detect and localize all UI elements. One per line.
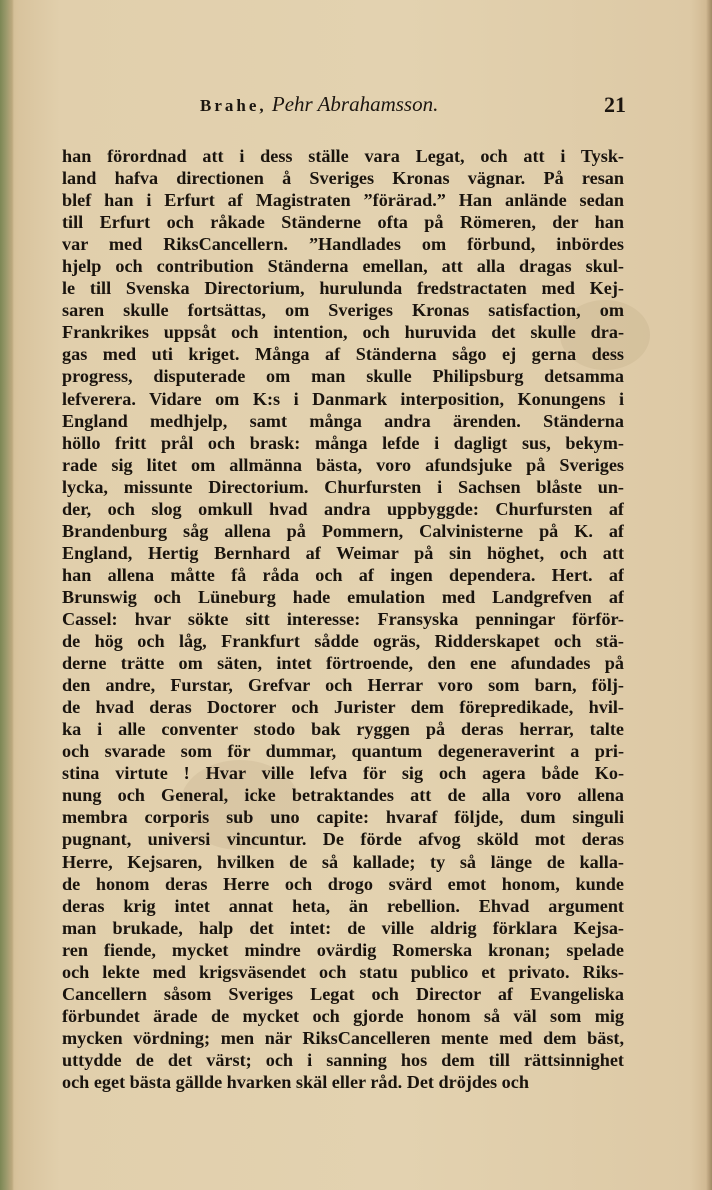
text-line: man brukade, halp det intet: de ville aldrig förklara Kejsa-	[62, 917, 624, 938]
text-line: han förordnad att i dess ställe vara Legat, och att i Tysk-	[62, 146, 624, 166]
text-line: till Erfurt och råkade Ständerne ofta på Römeren, der han	[62, 212, 624, 233]
page-header	[200, 92, 632, 122]
text-line: var med RiksCancellern. ”Handlades om förbund, inbördes	[62, 234, 624, 255]
text-line: den andre, Furstar, Grefvar och Herrar voro som barn, följ-	[62, 675, 624, 696]
text-line: och lekte med krigsväsendet och statu publico et privato. Riks-	[62, 961, 624, 982]
text-line: lefverera. Vidare om K:s i Danmark interposition, Konungens i	[62, 388, 624, 409]
text-line: blef han i Erfurt af Magistraten ”förärad.” Han anlände sedan	[62, 190, 624, 211]
text-line: deras krig intet annat heta, än rebellion. Ehvad argument	[62, 895, 624, 916]
text-line: stina virtute ! Hvar ville lefva för sig och agera både Ko-	[62, 763, 624, 784]
text-line: pugnant, universi vincuntur. De förde afvog sköld mot deras	[62, 829, 624, 850]
text-line: England medhjelp, samt många andra ärenden. Ständerna	[62, 410, 624, 431]
text-line: Cassel: hvar sökte sitt interesse: Fransyska penningar förför-	[62, 608, 624, 629]
text-line: Brunswig och Lüneburg hade emulation med Landgrefven af	[62, 586, 624, 607]
text-line: Cancellern såsom Sveriges Legat och Director af Evangeliska	[62, 983, 624, 1004]
running-head	[200, 92, 438, 117]
text-line: progress, disputerade om man skulle Philipsburg detsamma	[62, 366, 624, 387]
page-number: 21	[604, 92, 626, 117]
text-line: de hög och låg, Frankfurt sådde ogräs, Ridderskapet och stä-	[62, 631, 624, 652]
text-line: der, och slog omkull hvad andra uppbyggde: Churfursten af	[62, 498, 624, 519]
text-line: uttydde de det värst; och i sanning hos dem till rättsinnighet	[62, 1049, 624, 1070]
text-line: hjelp och contribution Ständerna emellan, att alla dragas skul-	[62, 256, 624, 277]
text-line: Herre, Kejsaren, hvilken de så kallade; ty så länge de kalla-	[62, 851, 624, 872]
text-line: le till Svenska Directorium, hurulunda fredstractaten med Kej-	[62, 278, 624, 299]
book-spine-edge	[0, 0, 14, 1190]
text-line: de hvad deras Doctorer och Jurister dem förepredikade, hvil-	[62, 697, 624, 718]
text-line: och svarade som för dummar, quantum degeneraverint a pri-	[62, 741, 624, 762]
text-line: förbundet ärade de mycket och gjorde honom så väl som mig	[62, 1005, 624, 1026]
text-line: membra corporis sub uno capite: hvaraf följde, dum singuli	[62, 807, 624, 828]
text-line: han allena måtte få råda och af ingen dependera. Hert. af	[62, 564, 624, 585]
text-line: Brandenburg såg allena på Pommern, Calvinisterne på K. af	[62, 520, 624, 541]
text-line: mycken vördning; men när RiksCancelleren mente med dem bäst,	[62, 1027, 624, 1048]
text-line: gas med uti kriget. Många af Ständerna sågo ej gerna dess	[62, 344, 624, 365]
page-edge-shadow	[706, 0, 712, 1190]
running-head-name: Pehr Abrahamsson.	[271, 92, 439, 116]
text-line: rade sig litet om allmänna bästa, voro afundsjuke på Sveriges	[62, 454, 624, 475]
text-line: Frankrikes uppsåt och intention, och huruvida det skulle dra-	[62, 322, 624, 343]
text-line: lycka, missunte Directorium. Churfursten i Sachsen blåste un-	[62, 476, 624, 497]
text-line: nung och General, icke betraktandes att de alla voro allena	[62, 785, 624, 806]
text-line: ka i alle conventer stodo bak ryggen på deras herrar, talte	[62, 719, 624, 740]
text-line: och eget bästa gällde hvarken skäl eller råd. Det dröjdes och	[62, 1071, 529, 1092]
text-line: land hafva directionen å Sveriges Kronas vägnar. På resan	[62, 168, 624, 189]
text-line: derne trätte om säten, intet förtroende, den ene afundades på	[62, 653, 624, 674]
text-line: saren skulle fortsättas, om Sveriges Kronas satisfaction, om	[62, 300, 624, 321]
body-text	[62, 145, 624, 1093]
running-head-author: Brahe,	[200, 96, 267, 115]
text-line: England, Hertig Bernhard af Weimar på sin höghet, och att	[62, 542, 624, 563]
text-line: ren fiende, mycket mindre ovärdig Romerska kronan; spelade	[62, 939, 624, 960]
text-line: höllo fritt prål och brask: många lefde i dagligt sus, bekym-	[62, 432, 624, 453]
text-line: de honom deras Herre och drogo svärd emot honom, kunde	[62, 873, 624, 894]
